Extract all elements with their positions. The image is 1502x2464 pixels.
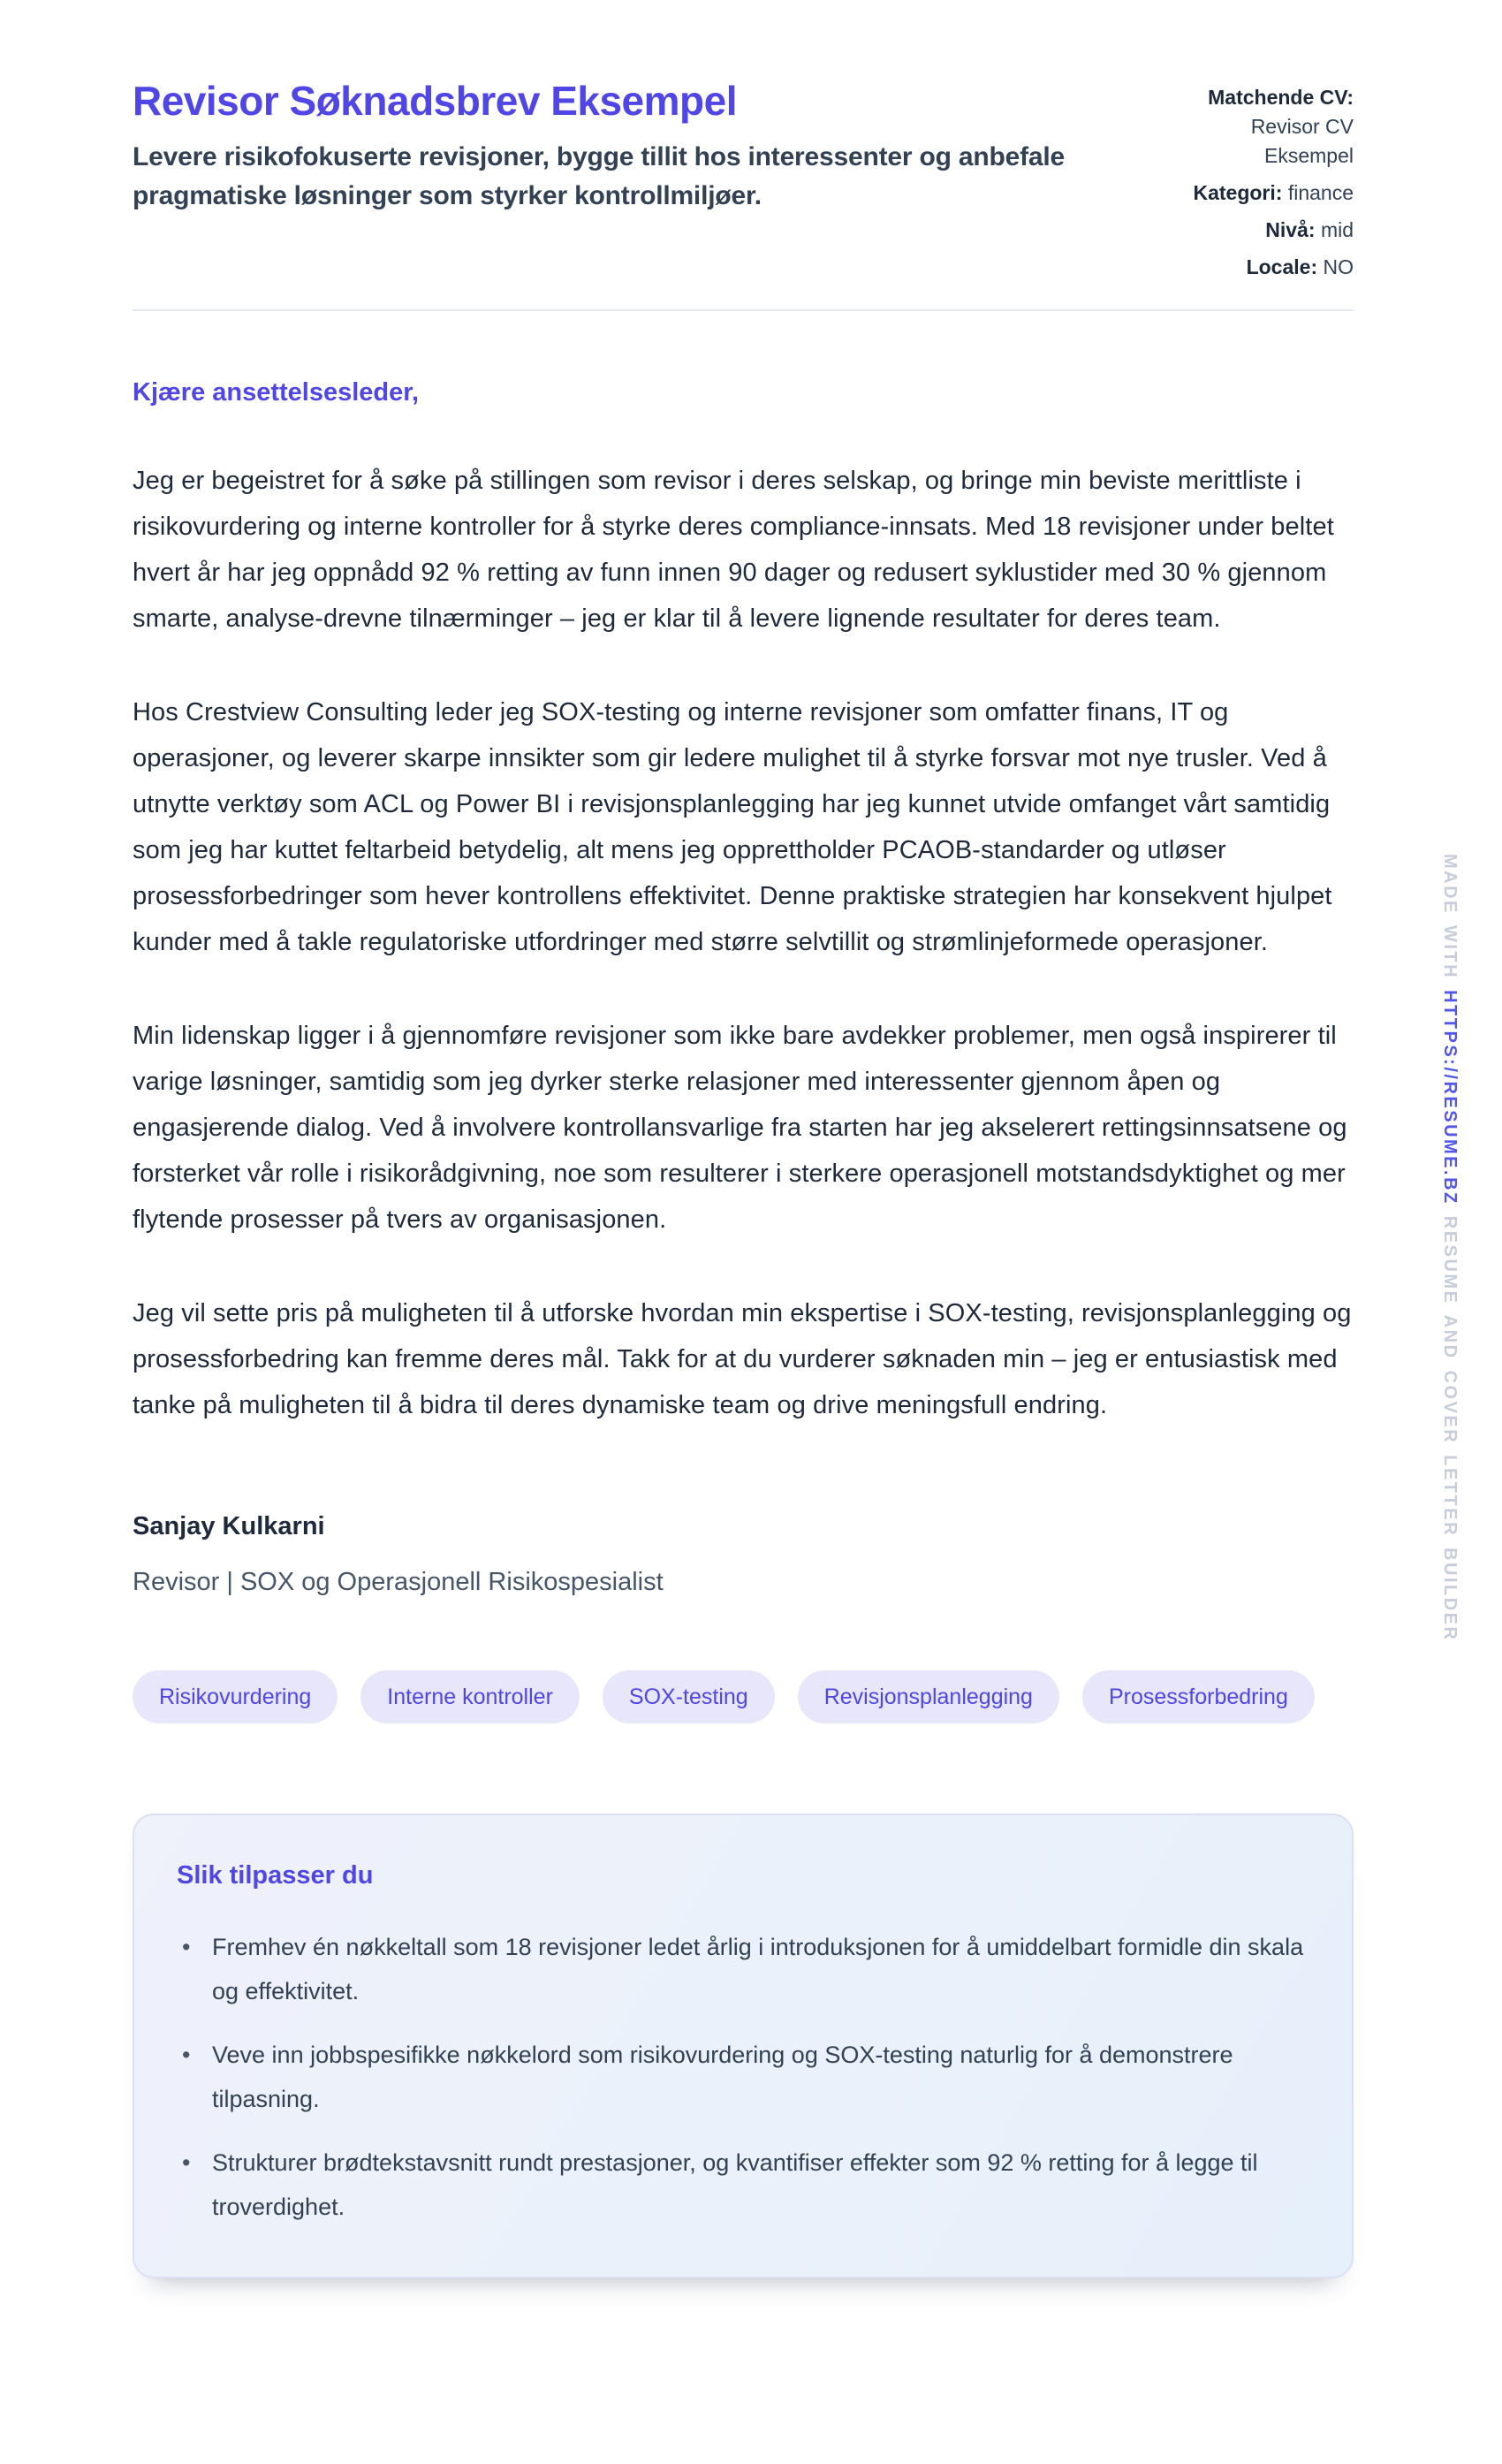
meta-locale-label: Locale: <box>1246 255 1318 278</box>
tips-item-3-text: Strukturer brødtekstavsnitt rundt prestasjoner, og kvantifiser effekter som 92 % retting for å legge til troverdighet. <box>212 2149 1258 2220</box>
page-subtitle: Levere risikofokuserte revisjoner, bygge tillit hos interessenter og anbefale pragmatiske løsninger som styrker kontrollmiljøer. <box>133 142 1065 210</box>
tips-item-1 <box>177 1925 1309 2013</box>
meta-locale <box>1159 253 1354 282</box>
meta-level-label: Nivå: <box>1265 218 1316 241</box>
tips-title: Slik tilpasser du <box>177 1861 374 1890</box>
tag-sox-testing: SOX-testing <box>603 1670 775 1723</box>
keyword-tags <box>133 1670 1354 1723</box>
bullet-icon: • <box>182 2042 191 2068</box>
page-title: Revisor Søknadsbrev Eksempel <box>133 78 737 124</box>
page-content <box>133 0 1354 2278</box>
tips-list <box>177 1925 1309 2229</box>
tips-item-1-text: Fremhev én nøkkeltall som 18 revisjoner ledet årlig i introduksjonen for å umiddelbart formidle din skala og effektivitet. <box>212 1934 1304 2004</box>
watermark-prefix: MADE WITH <box>1440 854 1460 980</box>
meta-level-value: mid <box>1320 218 1354 241</box>
meta-category <box>1159 179 1354 208</box>
page-header <box>133 0 1354 290</box>
signature-role: Revisor | SOX og Operasjonell Risikospesialist <box>133 1568 664 1596</box>
letter-greeting: Kjære ansettelsesleder, <box>133 378 420 407</box>
watermark-suffix: RESUME AND COVER LETTER BUILDER <box>1440 1215 1460 1642</box>
made-with-watermark <box>1439 854 1460 1641</box>
letter-body <box>133 375 1354 1600</box>
meta-matching-cv <box>1159 83 1354 171</box>
meta-panel <box>1159 78 1354 290</box>
meta-category-label: Kategori: <box>1193 181 1283 204</box>
meta-matching-cv-label: Matchende CV: <box>1208 86 1354 109</box>
bullet-icon: • <box>182 2149 191 2176</box>
meta-locale-value: NO <box>1323 255 1354 278</box>
tag-revisjonsplanlegging: Revisjonsplanlegging <box>798 1670 1059 1723</box>
header-title-block <box>133 78 1113 216</box>
header-divider <box>133 309 1354 311</box>
tag-interne-kontroller: Interne kontroller <box>360 1670 580 1723</box>
watermark-site-link[interactable]: HTTPS://RESUME.BZ <box>1440 990 1460 1205</box>
letter-paragraph-3: Min lidenskap ligger i å gjennomføre revisjoner som ikke bare avdekker problemer, men også inspirerer til varige løsninger, samtidig som jeg dyrker sterke relasjoner med interessenter gjennom åpen og engasjerende dialog. Ved å involvere kontrollansvarlige fra starten har jeg akselerert rettingsinnsatsene og forsterket vår rolle i risikorådgivning, noe som resulterer i sterkere operasjonell motstandsdyktighet og mer flytende prosesser på tvers av organisasjonen. <box>133 1022 1347 1234</box>
meta-matching-cv-value: Revisor CV Eksempel <box>1250 115 1354 167</box>
letter-paragraph-4: Jeg vil sette pris på muligheten til å utforske hvordan min ekspertise i SOX-testing, revisjonsplanlegging og prosessforbedring kan fremme deres mål. Takk for at du vurderer søknaden min – jeg er entusiastisk med tanke på muligheten til å bidra til deres dynamiske team og drive meningsfull endring. <box>133 1299 1352 1419</box>
meta-level <box>1159 216 1354 245</box>
tips-item-2-text: Veve inn jobbspesifikke nøkkelord som risikovurdering og SOX-testing naturlig for å demonstrere tilpasning. <box>212 2042 1233 2112</box>
letter-paragraph-2: Hos Crestview Consulting leder jeg SOX-testing og interne revisjoner som omfatter finans, IT og operasjoner, og leverer skarpe innsikter som gir ledere mulighet til å styrke forsvar mot nye trusler. Ved å utnytte verktøy som ACL og Power BI i revisjonsplanlegging har jeg kunnet utvide omfanget vårt samtidig som jeg har kuttet feltarbeid betydelig, alt mens jeg opprettholder PCAOB-standarder og utløser prosessforbedringer som hever kontrollens effektivitet. Denne praktiske strategien har konsekvent hjulpet kunder med å takle regulatoriske utfordringer med større selvtillit og strømlinjeformede operasjoner. <box>133 698 1332 956</box>
letter-paragraph-1: Jeg er begeistret for å søke på stillingen som revisor i deres selskap, og bringe min beviste merittliste i risikovurdering og interne kontroller for å styrke deres compliance-innsats. Med 18 revisjoner under beltet hvert år har jeg oppnådd 92 % retting av funn innen 90 dager og redusert syklustider med 30 % gjennom smarte, analyse-drevne tilnærminger – jeg er klar til å levere lignende resultater for deres team. <box>133 467 1334 633</box>
bullet-icon: • <box>182 1934 191 1960</box>
tag-risikovurdering: Risikovurdering <box>133 1670 338 1723</box>
customization-tips-box <box>133 1814 1354 2278</box>
tips-item-3 <box>177 2141 1309 2229</box>
signature-name: Sanjay Kulkarni <box>133 1512 325 1540</box>
tag-prosessforbedring: Prosessforbedring <box>1082 1670 1315 1723</box>
tips-item-2 <box>177 2033 1309 2121</box>
meta-category-value: finance <box>1287 181 1354 204</box>
